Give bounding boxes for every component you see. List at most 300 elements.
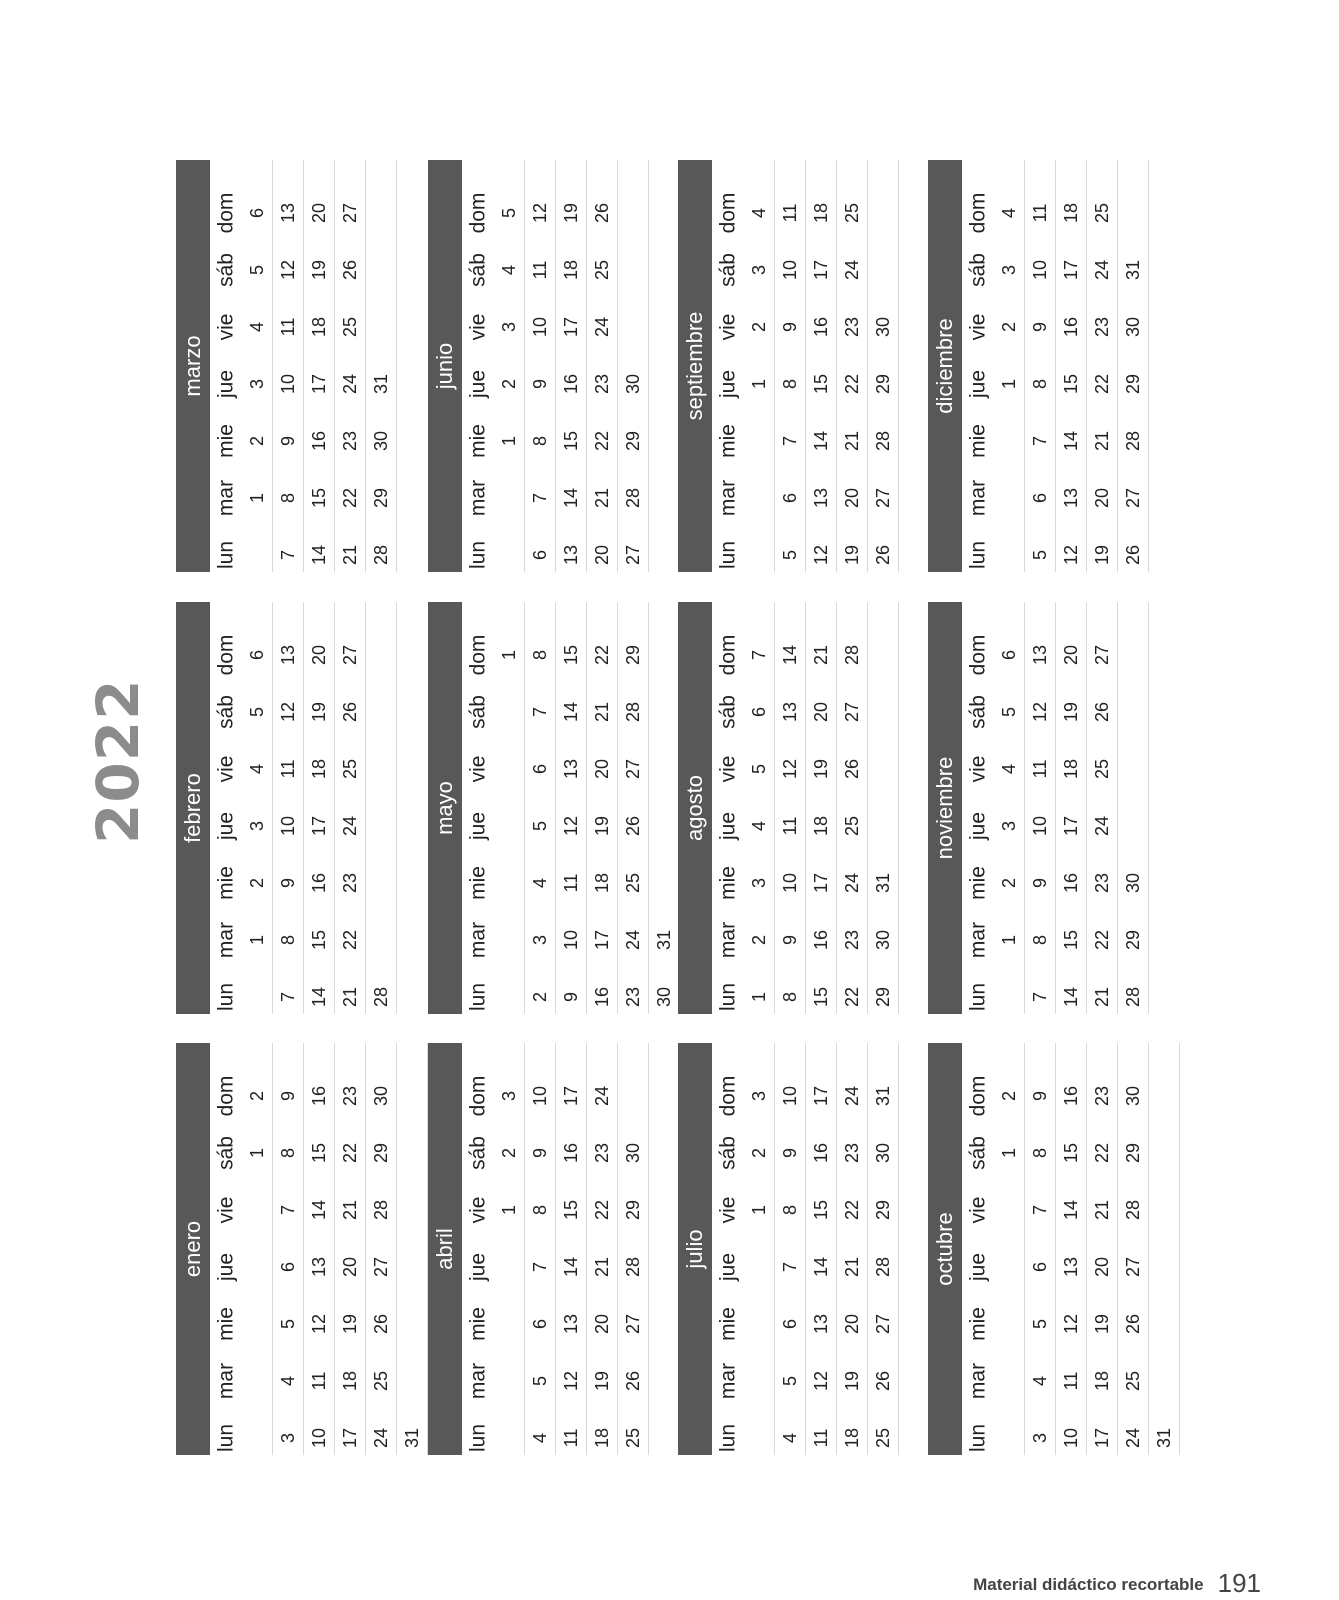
day-cell [365,545,396,565]
week-column [1086,160,1118,572]
day-number: 9 [1029,1090,1050,1102]
day-number: 6 [1029,492,1050,504]
weekday-header [962,1196,993,1224]
weekday-header [962,1252,993,1282]
weekday-header [962,1423,993,1453]
day-cell [1055,1314,1086,1334]
week-column [993,1043,1025,1455]
weekday-header [962,1075,993,1117]
week-column [586,160,618,572]
weekday-header-column [462,160,493,572]
weekday-label: mar [466,1362,489,1400]
day-cell [524,1086,555,1106]
day-number: 12 [1029,701,1050,723]
day-number: 14 [308,1199,329,1221]
day-cell [1055,431,1086,451]
day-number: 25 [370,1370,391,1392]
week-column [1148,1043,1180,1455]
day-cell [617,488,648,508]
day-cell [493,431,524,451]
day-cell [272,759,303,779]
day-number: 10 [1060,1427,1081,1449]
day-number: 1 [246,492,267,504]
day-cell [805,545,836,565]
day-number: 14 [560,487,581,509]
day-number: 9 [1029,321,1050,333]
weekday-header [462,982,493,1012]
day-number: 16 [560,373,581,395]
day-cell [836,1371,867,1391]
day-cell [805,488,836,508]
day-cell [493,645,524,665]
day-number: 22 [1091,1142,1112,1164]
day-number: 14 [1060,1199,1081,1221]
day-cell [743,645,774,665]
day-cell [524,987,555,1007]
weekday-header [210,1252,241,1282]
day-number: 26 [841,758,862,780]
day-number: 28 [841,644,862,666]
day-cell [836,431,867,451]
day-cell [774,1086,805,1106]
day-number: 12 [1060,544,1081,566]
day-number: 13 [308,1256,329,1278]
day-number: 16 [591,986,612,1008]
week-column [836,1043,868,1455]
day-cell [272,1428,303,1448]
day-cell [365,1086,396,1106]
day-number: 19 [1091,1313,1112,1335]
weekday-header [210,755,241,783]
day-number: 26 [339,259,360,281]
weekday-label: mie [466,866,489,900]
day-number: 27 [622,1313,643,1335]
day-cell [303,1314,334,1334]
day-cell [1117,930,1148,950]
day-cell [365,1143,396,1163]
week-column [303,1043,335,1455]
day-number: 17 [339,1427,360,1449]
day-number: 30 [622,373,643,395]
day-number: 9 [779,934,800,946]
day-cell [586,1371,617,1391]
day-number: 27 [1091,644,1112,666]
day-number: 11 [779,203,800,223]
week-column [774,1043,806,1455]
day-cell [1086,1143,1117,1163]
day-cell [1024,488,1055,508]
day-cell [524,759,555,779]
year-title: 2022 [84,678,152,844]
day-number: 18 [1091,1370,1112,1392]
day-number: 21 [1091,430,1112,452]
day-cell [836,1428,867,1448]
day-cell [524,1143,555,1163]
week-column [303,602,335,1014]
day-cell [241,317,272,337]
day-number: 16 [1060,316,1081,338]
day-number: 19 [1091,544,1112,566]
day-cell [334,759,365,779]
weekday-header [210,479,241,517]
week-column [743,602,775,1014]
day-cell [241,203,272,223]
day-number: 22 [1091,373,1112,395]
day-number: 5 [529,820,550,832]
day-number: 6 [998,649,1019,661]
week-column [805,160,837,572]
day-number: 13 [277,202,298,224]
weekday-label: mar [214,1362,237,1400]
day-number: 7 [779,1261,800,1273]
day-cell [272,374,303,394]
day-cell [617,431,648,451]
day-cell [241,873,272,893]
day-number: 6 [779,492,800,504]
day-cell [334,431,365,451]
day-number: 16 [1060,872,1081,894]
day-cell [1055,1200,1086,1220]
week-column [617,602,649,1014]
day-number: 18 [560,259,581,281]
weekday-label: dom [214,1075,237,1117]
day-cell [1117,1143,1148,1163]
day-cell [303,1143,334,1163]
day-number: 27 [339,202,360,224]
day-number: 1 [246,934,267,946]
week-column [648,602,680,1014]
day-cell [1055,1143,1086,1163]
week-column [586,602,618,1014]
day-number: 25 [622,1427,643,1449]
day-cell [334,816,365,836]
day-cell [524,545,555,565]
day-number: 9 [277,435,298,447]
day-cell [1055,759,1086,779]
day-number: 2 [748,321,769,333]
day-number: 9 [277,877,298,889]
weekday-header [210,634,241,676]
day-number: 1 [246,1147,267,1159]
weekday-label: jue [466,369,489,399]
weekday-header [462,1136,493,1170]
weekday-header [210,1362,241,1400]
day-cell [365,987,396,1007]
weekday-header-column [962,160,993,572]
day-number: 21 [339,544,360,566]
day-cell [272,1200,303,1220]
day-number: 4 [998,207,1019,219]
weekday-label: mar [716,921,739,959]
weekday-header-column [462,1043,493,1455]
day-cell [334,1143,365,1163]
week-column [365,1043,397,1455]
day-cell [586,759,617,779]
day-cell [1055,930,1086,950]
day-cell [303,930,334,950]
day-cell [493,1200,524,1220]
weekday-label: mie [466,1307,489,1341]
day-number: 27 [622,544,643,566]
day-number: 24 [841,259,862,281]
day-number: 7 [529,706,550,718]
day-cell [836,260,867,280]
day-cell [303,374,334,394]
weekday-header [962,811,993,841]
weekday-header [462,634,493,676]
weekday-header [210,921,241,959]
weekday-label: mie [966,424,989,458]
day-number: 2 [998,321,1019,333]
week-column [993,160,1025,572]
day-cell [272,873,303,893]
day-cell [1024,203,1055,223]
day-cell [334,987,365,1007]
day-number: 29 [622,430,643,452]
month-banner [928,160,962,572]
weekday-label: mar [716,1362,739,1400]
weekday-label: vie [466,313,489,341]
day-number: 26 [622,815,643,837]
day-number: 22 [339,487,360,509]
day-cell [836,759,867,779]
day-number: 16 [1060,1085,1081,1107]
day-cell [1086,1428,1117,1448]
day-number: 6 [529,549,550,561]
weekday-label: dom [466,634,489,676]
day-number: 18 [841,1427,862,1449]
day-number: 21 [841,430,862,452]
weekday-label: sáb [716,1136,739,1170]
day-cell [555,317,586,337]
day-number: 3 [998,820,1019,832]
day-number: 30 [622,1142,643,1164]
week-column [241,602,273,1014]
day-cell [493,203,524,223]
day-number: 11 [277,759,298,779]
day-cell [272,930,303,950]
day-cell [365,1371,396,1391]
weekday-header [962,1307,993,1341]
day-number: 10 [308,1427,329,1449]
day-cell [993,873,1024,893]
weekday-header-column [712,160,743,572]
day-number: 13 [810,1313,831,1335]
weekday-label: jue [966,811,989,841]
day-number: 19 [810,758,831,780]
day-number: 17 [1091,1427,1112,1449]
weekday-header [712,1423,743,1453]
day-cell [993,930,1024,950]
weekday-label: jue [466,1252,489,1282]
day-cell [586,374,617,394]
day-cell [334,374,365,394]
day-cell [241,759,272,779]
day-number: 21 [591,701,612,723]
week-column [524,160,556,572]
day-cell [334,1371,365,1391]
day-number: 17 [1060,815,1081,837]
weekday-header [962,424,993,458]
day-cell [365,1200,396,1220]
month-calendar-septiembre [678,160,898,572]
weekday-label: vie [466,1196,489,1224]
day-number: 20 [810,701,831,723]
day-cell [836,203,867,223]
day-cell [774,488,805,508]
weekday-label: lun [716,982,739,1012]
day-number: 9 [779,321,800,333]
day-cell [867,488,898,508]
day-cell [648,930,679,950]
day-cell [272,1257,303,1277]
day-cell [303,1086,334,1106]
month-banner [428,602,462,1014]
weekday-label: mar [966,921,989,959]
day-cell [524,1200,555,1220]
day-cell [993,1086,1024,1106]
day-number: 19 [339,1313,360,1335]
weekday-label: jue [214,811,237,841]
week-column [493,1043,525,1455]
day-cell [617,374,648,394]
day-cell [617,1143,648,1163]
day-number: 6 [529,1318,550,1330]
month-banner [176,160,210,572]
day-number: 12 [810,1370,831,1392]
day-number: 5 [1029,549,1050,561]
weekday-header [712,811,743,841]
day-cell [1024,1086,1055,1106]
day-cell [836,1086,867,1106]
weekday-label: vie [716,1196,739,1224]
weekday-header [462,424,493,458]
week-column [1055,1043,1087,1455]
day-number: 27 [370,1256,391,1278]
day-number: 5 [748,763,769,775]
day-number: 23 [1091,872,1112,894]
day-cell [555,488,586,508]
weekday-label: mie [716,866,739,900]
day-number: 29 [370,1142,391,1164]
day-number: 24 [591,316,612,338]
day-cell [836,645,867,665]
weekday-label: dom [466,1075,489,1117]
day-number: 1 [498,649,519,661]
day-number: 5 [246,264,267,276]
day-cell [272,317,303,337]
day-cell [774,816,805,836]
day-number: 7 [529,492,550,504]
day-cell [1055,488,1086,508]
day-number: 27 [1122,487,1143,509]
day-number: 2 [498,1147,519,1159]
day-cell [867,545,898,565]
weekday-header-column [210,1043,241,1455]
day-cell [555,873,586,893]
weekday-label: sáb [214,253,237,287]
day-number: 22 [591,644,612,666]
weekday-header [962,695,993,729]
day-number: 20 [591,544,612,566]
day-number: 4 [246,321,267,333]
day-number: 22 [591,1199,612,1221]
day-number: 4 [529,877,550,889]
day-number: 14 [308,986,329,1008]
month-name: septiembre [682,311,707,421]
day-cell [805,816,836,836]
day-cell [617,1428,648,1448]
weekday-header [462,1075,493,1117]
weekday-label: jue [716,369,739,399]
day-number: 5 [998,706,1019,718]
day-cell [586,317,617,337]
day-number: 22 [1091,929,1112,951]
week-column [743,1043,775,1455]
day-cell [617,645,648,665]
day-cell [993,260,1024,280]
day-number: 24 [1091,815,1112,837]
day-number: 16 [308,1085,329,1107]
day-cell [1117,260,1148,280]
day-number: 23 [1091,316,1112,338]
week-column [1086,1043,1118,1455]
day-number: 16 [810,1142,831,1164]
day-cell [303,759,334,779]
day-cell [272,702,303,722]
day-number: 27 [622,758,643,780]
day-number: 19 [841,544,862,566]
weekday-header [712,755,743,783]
day-number: 28 [370,1199,391,1221]
weekday-header [712,634,743,676]
weekday-header [210,982,241,1012]
day-cell [555,545,586,565]
day-cell [493,317,524,337]
day-cell [805,873,836,893]
day-cell [743,816,774,836]
day-cell [1055,873,1086,893]
day-cell [836,1143,867,1163]
day-cell [774,1200,805,1220]
weekday-label: sáb [966,695,989,729]
weekday-header-column [462,602,493,1014]
day-number: 15 [1060,373,1081,395]
day-cell [586,203,617,223]
day-cell [1117,374,1148,394]
weekday-label: jue [716,811,739,841]
weekday-label: vie [966,755,989,783]
day-number: 19 [560,202,581,224]
day-cell [836,1314,867,1334]
day-cell [586,816,617,836]
month-banner [176,602,210,1014]
day-number: 21 [841,1256,862,1278]
day-number: 18 [308,758,329,780]
weekday-label: lun [466,540,489,570]
day-number: 2 [998,877,1019,889]
day-number: 8 [779,1204,800,1216]
week-column [365,160,397,572]
day-number: 3 [748,877,769,889]
day-cell [1024,759,1055,779]
day-cell [743,702,774,722]
day-cell [867,374,898,394]
day-cell [272,1371,303,1391]
day-cell [1024,645,1055,665]
week-column [805,602,837,1014]
day-cell [836,317,867,337]
